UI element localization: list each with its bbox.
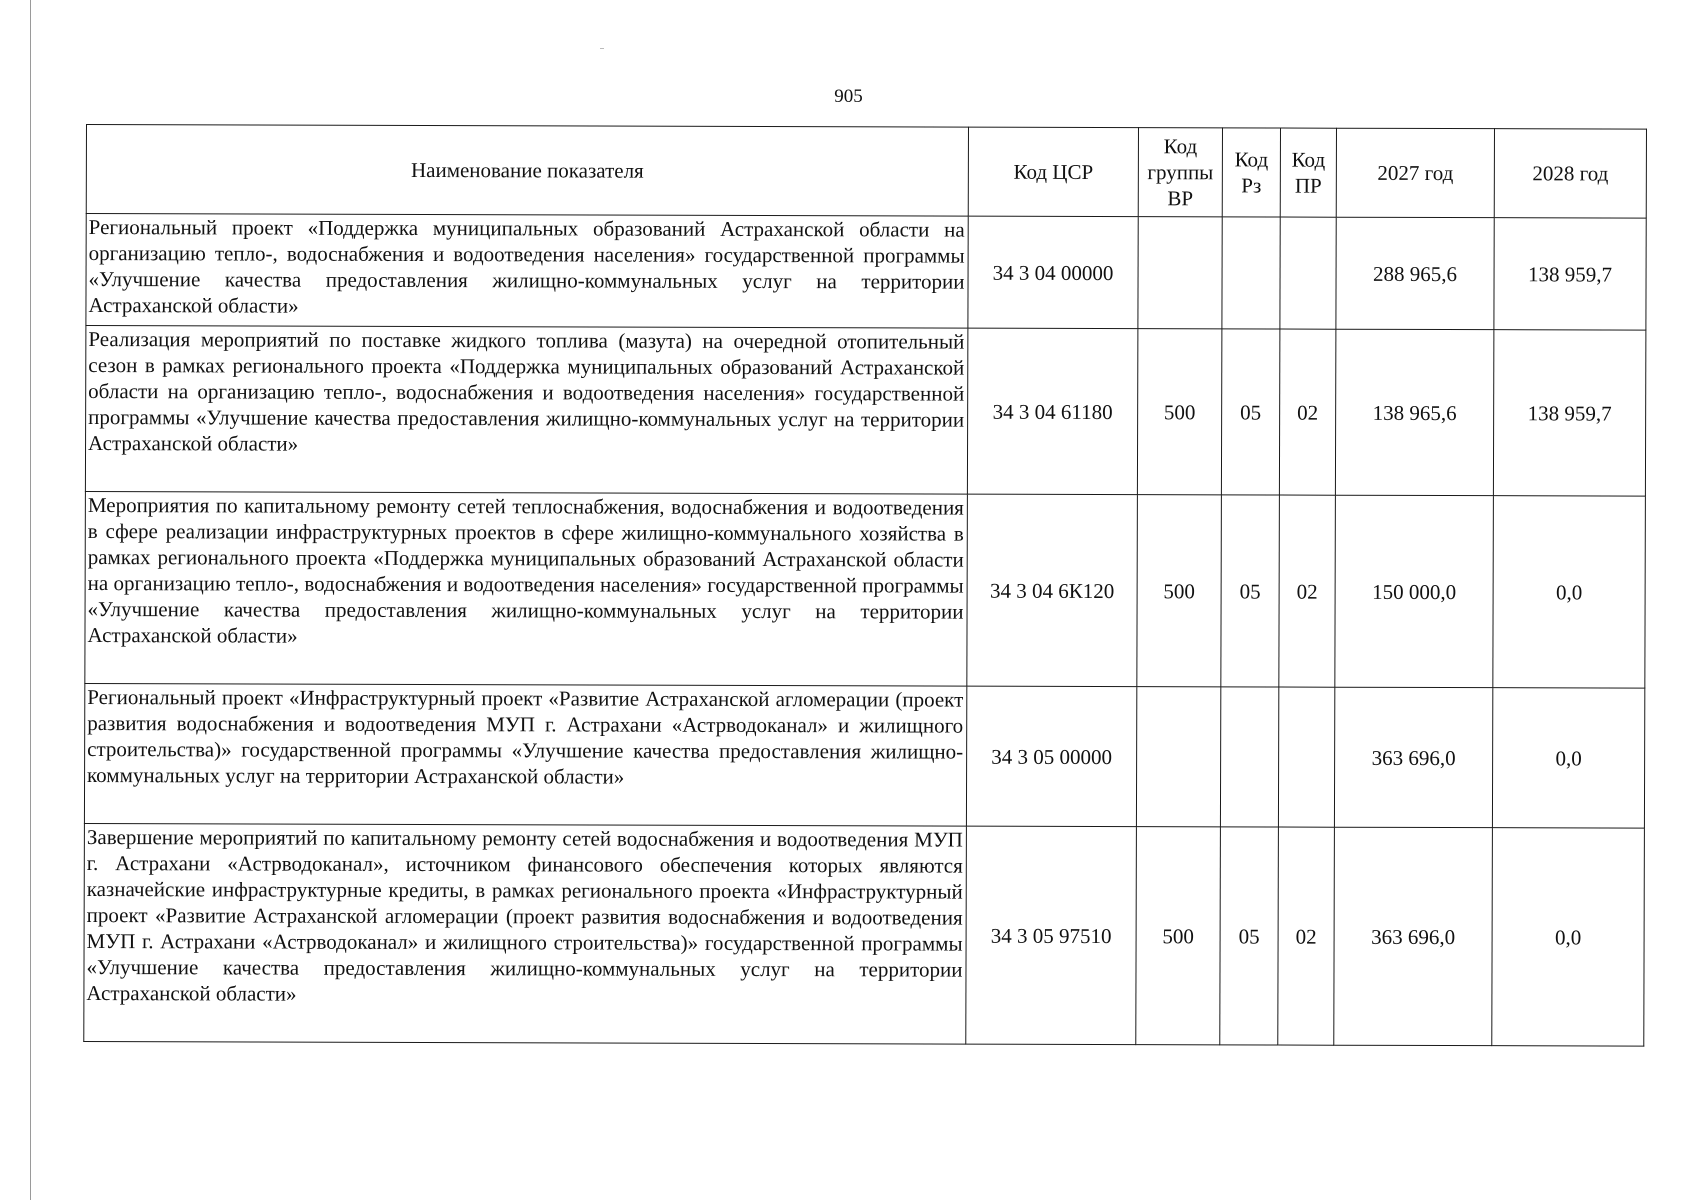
- row-name: Региональный проект «Инфраструктурный проект «Развитие Астраханской агломерации (проект развития водоснабжения и водоотведения МУП г. Астрахани «Астрводоканал» и жилищного строительства)» государственной программы «Улучшение качества предоставления жилищно-коммунальных услуг на территории Астраханской области»: [84, 683, 966, 826]
- row-csr-code: 34 3 04 00000: [968, 216, 1138, 329]
- row-pr-code: 02: [1279, 329, 1335, 495]
- row-pr-code: [1278, 687, 1334, 827]
- row-amount-2028: 0,0: [1492, 828, 1645, 1046]
- row-vr-code: 500: [1136, 827, 1221, 1045]
- row-name: Региональный проект «Поддержка муниципальных образований Астраханской области на организацию тепло-, водоснабжения и водоотведения населения» государственной программы «Улучшение качества предоставления жилищно-коммунальных услуг на территории Астраханской области»: [86, 214, 968, 329]
- row-amount-2027: 363 696,0: [1334, 827, 1493, 1045]
- table-row: [84, 683, 1644, 828]
- row-rz-code: 05: [1220, 827, 1279, 1045]
- row-vr-code: 500: [1137, 495, 1222, 687]
- row-amount-2027: 363 696,0: [1334, 687, 1492, 827]
- row-pr-code: 02: [1279, 495, 1336, 687]
- header-vr: Код группы ВР: [1138, 128, 1222, 217]
- table-row: [85, 326, 1645, 497]
- row-rz-code: [1222, 217, 1280, 329]
- page-number: 905: [834, 86, 863, 107]
- table-header-row: [86, 125, 1646, 219]
- header-2028: 2028 год: [1494, 129, 1646, 218]
- row-vr-code: [1138, 217, 1222, 329]
- table-row: [86, 214, 1646, 331]
- row-csr-code: 34 3 05 97510: [966, 826, 1137, 1045]
- row-vr-code: 500: [1137, 329, 1221, 495]
- row-amount-2027: 138 965,6: [1335, 329, 1493, 495]
- row-amount-2027: 150 000,0: [1335, 495, 1494, 687]
- row-name: Завершение мероприятий по капитальному ремонту сетей водоснабжения и водоотведения МУП г. Астрахани «Астрводоканал», источником финансового обеспечения которых являются казначейские инфраструктурные кредиты, в рамках регионального проекта «Инфраструктурный проект «Развитие Астраханской агломерации (проект развития водоснабжения и водоотведения МУП г. Астрахани «Астрводоканал» и жилищного строительства)» государственной программы «Улучшение качества предоставления жилищно-коммунальных услуг на территории Астраханской области»: [84, 823, 967, 1044]
- row-name: Мероприятия по капитальному ремонту сетей теплоснабжения, водоснабжения и водоотведения в сфере реализации инфраструктурных проектов в сфере жилищно-коммунального хозяйства в рамках регионального проекта «Поддержка муниципальных образований Астраханской области на организацию тепло-, водоснабжения и водоотведения населения» государственной программы «Улучшение качества предоставления жилищно-коммунальных услуг на территории Астраханской области»: [85, 491, 968, 686]
- table-row: [84, 823, 1645, 1046]
- table-row: [85, 491, 1646, 688]
- header-pr: Код ПР: [1280, 128, 1336, 217]
- row-amount-2028: 0,0: [1492, 688, 1644, 828]
- header-name: Наименование показателя: [86, 125, 968, 217]
- row-csr-code: 34 3 05 00000: [966, 686, 1136, 827]
- row-amount-2028: 0,0: [1493, 496, 1646, 688]
- row-amount-2028: 138 959,7: [1493, 330, 1645, 496]
- row-vr-code: [1136, 687, 1220, 827]
- scan-speck: [600, 48, 604, 49]
- header-csr: Код ЦСР: [968, 127, 1138, 217]
- header-2027: 2027 год: [1336, 128, 1494, 217]
- row-rz-code: 05: [1221, 329, 1279, 495]
- row-rz-code: 05: [1221, 495, 1280, 687]
- header-rz: Код Рз: [1222, 128, 1280, 217]
- row-csr-code: 34 3 04 61180: [967, 328, 1137, 495]
- row-pr-code: [1280, 217, 1336, 329]
- row-amount-2027: 288 965,6: [1336, 217, 1494, 329]
- budget-table: [83, 124, 1647, 1047]
- scan-edge-line: [30, 0, 31, 1200]
- row-csr-code: 34 3 04 6К120: [967, 494, 1138, 687]
- row-amount-2028: 138 959,7: [1494, 218, 1646, 330]
- row-name: Реализация мероприятий по поставке жидкого топлива (мазута) на очередной отопительный сезон в рамках регионального проекта «Поддержка муниципальных образований Астраханской области на организацию тепло-, водоснабжения и водоотведения населения» государственной программы «Улучшение качества предоставления жилищно-коммунальных услуг на территории Астраханской области»: [85, 326, 967, 495]
- row-pr-code: 02: [1278, 827, 1335, 1045]
- row-rz-code: [1220, 687, 1278, 827]
